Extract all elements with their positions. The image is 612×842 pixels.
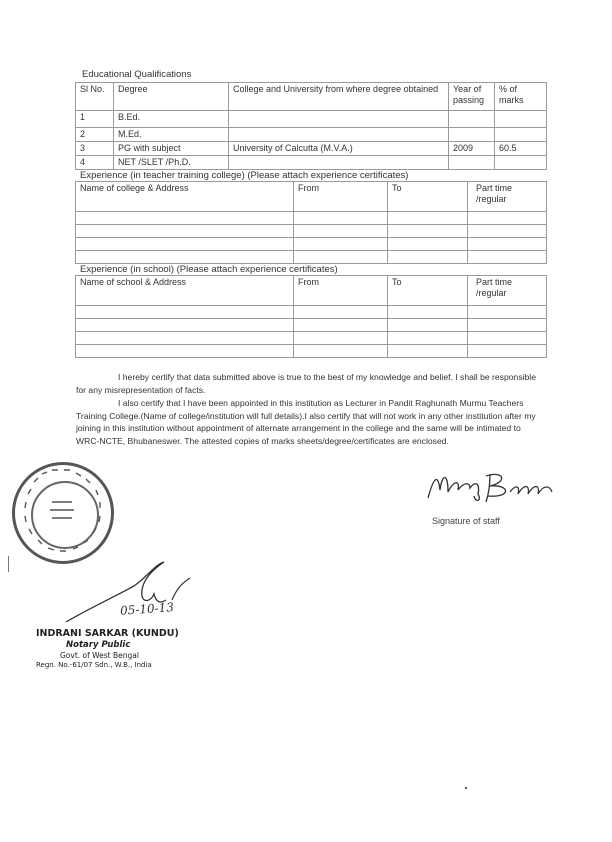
row-degree: M.Ed. (114, 128, 229, 142)
training-header-parttime: Part time /regular (468, 182, 547, 212)
notary-handwritten-date: 05-10-13 (119, 600, 175, 618)
education-header-sl: Sl No. (76, 83, 114, 111)
row-college (229, 156, 449, 170)
notary-regn: Regn. No.-61/07 Sdn., W.B., India (36, 661, 152, 669)
signature-label: Signature of staff (432, 516, 500, 526)
row-degree: PG with subject (114, 142, 229, 156)
table-row (76, 212, 547, 225)
training-header-name: Name of college & Address (76, 182, 294, 212)
training-section-title: Experience (in teacher training college) (Please attach experience certificates) (80, 170, 409, 181)
row-year (449, 156, 495, 170)
education-header-row (76, 83, 547, 111)
row-sl: 1 (76, 111, 114, 128)
school-section-title: Experience (in school) (Please attach experience certificates) (80, 264, 338, 275)
table-row (76, 111, 547, 128)
school-header-parttime: Part time /regular (468, 276, 547, 306)
scan-mark (8, 556, 9, 572)
table-row (76, 128, 547, 142)
table-row (76, 156, 547, 170)
education-section-title: Educational Qualifications (82, 69, 192, 80)
scan-dot (465, 787, 467, 789)
table-row (76, 142, 547, 156)
table-row (76, 332, 547, 345)
training-header-to: To (388, 182, 468, 212)
school-header-name: Name of school & Address (76, 276, 294, 306)
education-header-marks: % of marks (495, 83, 547, 111)
notary-name: INDRANI SARKAR (KUNDU) (36, 628, 179, 639)
row-year (449, 111, 495, 128)
table-row (76, 225, 547, 238)
notary-govt: Govt. of West Bengal (60, 651, 139, 660)
training-header-row (76, 182, 547, 212)
row-degree: NET /SLET /Ph.D. (114, 156, 229, 170)
school-header-row (76, 276, 547, 306)
declaration-paragraph-2: I also certify that I have been appointed in this institution as Lecturer in Pandit Raghunath Murmu Teachers Training College.(Name of college/institution will full details).I also certify that will not work in any other institution after my joining in this institution without appointment of alternate arrangement in the college and the same will be intimated to WRC-NCTE, Bhubaneswer. The attested copies of marks sheets/degree/certificates are enclosed. (76, 398, 536, 446)
school-header-to: To (388, 276, 468, 306)
staff-signature (420, 466, 570, 506)
education-header-year: Year of passing (449, 83, 495, 111)
education-header-degree: Degree (114, 83, 229, 111)
row-sl: 4 (76, 156, 114, 170)
row-marks: 60.5 (495, 142, 547, 156)
row-marks (495, 128, 547, 142)
declaration-paragraph-1: I hereby certify that data submitted above is true to the best of my knowledge and belief. I shall be responsible for any misrepresentation of facts. (76, 372, 536, 395)
training-table (75, 181, 547, 264)
education-header-college: College and University from where degree obtained (229, 83, 449, 111)
row-sl: 3 (76, 142, 114, 156)
row-college (229, 111, 449, 128)
education-table (75, 82, 547, 170)
row-college (229, 128, 449, 142)
table-row (76, 345, 547, 358)
row-year (449, 128, 495, 142)
notary-stamp (12, 462, 114, 564)
staff-signature-drawing (420, 466, 570, 506)
school-table (75, 275, 547, 358)
row-college: University of Calcutta (M.V.A.) (229, 142, 449, 156)
notary-title: Notary Public (66, 640, 131, 650)
table-row (76, 306, 547, 319)
notary-stamp-pattern (12, 462, 114, 564)
row-marks (495, 156, 547, 170)
row-year: 2009 (449, 142, 495, 156)
table-row (76, 251, 547, 264)
row-sl: 2 (76, 128, 114, 142)
table-row (76, 238, 547, 251)
school-header-from: From (294, 276, 388, 306)
training-header-from: From (294, 182, 388, 212)
row-degree: B.Ed. (114, 111, 229, 128)
row-marks (495, 111, 547, 128)
table-row (76, 319, 547, 332)
